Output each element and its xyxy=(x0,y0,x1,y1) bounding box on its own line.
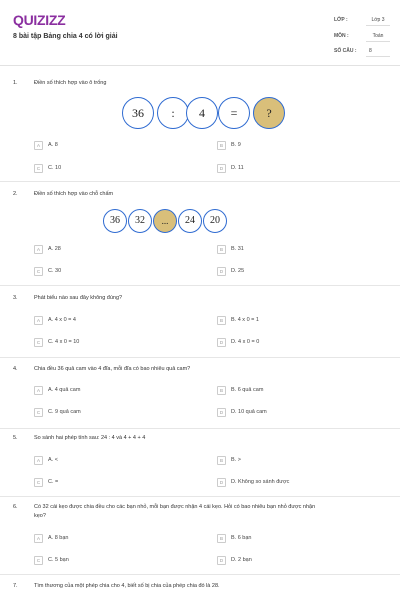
option-letter-box: A xyxy=(34,456,43,465)
circle-number: 32 xyxy=(128,209,152,233)
circle-unknown: ... xyxy=(153,209,177,233)
question-text: Điền số thích hợp vào ô trống xyxy=(34,80,107,86)
option-letter-box: D xyxy=(217,408,226,417)
question-number: 5. xyxy=(13,435,18,441)
option-text: A. < xyxy=(48,457,58,463)
option-text: D. 2 bạn xyxy=(231,557,252,563)
question-text: Tìm thương của một phép chia cho 4, biết số bị chia của phép chia đó là 28. xyxy=(34,583,220,589)
option-text: D. 11 xyxy=(231,165,244,171)
option-text: A. 4 x 0 = 4 xyxy=(48,317,76,323)
option-text: D. 25 xyxy=(231,268,245,274)
option-letter-box: C xyxy=(34,478,43,487)
question-text: So sánh hai phép tính sau: 24 : 4 và 4 + 4 + 4 xyxy=(34,435,146,441)
option-letter-box: A xyxy=(34,534,43,543)
circle-number: 4 xyxy=(186,97,218,129)
option-text: A. 8 xyxy=(48,142,58,148)
option-letter-box: D xyxy=(217,267,226,276)
option-letter-box: C xyxy=(34,408,43,417)
circle-number: 24 xyxy=(178,209,202,233)
option-text: B. 31 xyxy=(231,246,244,252)
question-count-value: 8 xyxy=(366,48,390,57)
question-divider xyxy=(0,357,400,358)
option-text: B. 6 bạn xyxy=(231,535,252,541)
circle-unknown: ? xyxy=(253,97,285,129)
option-letter-box: B xyxy=(217,141,226,150)
question-count-label: SỐ CÂU : xyxy=(334,48,357,54)
option-letter-box: C xyxy=(34,556,43,565)
worksheet-header xyxy=(0,0,400,66)
option-letter-box: B xyxy=(217,316,226,325)
question-text: Phát biểu nào sau đây không đúng? xyxy=(34,295,123,301)
option-letter-box: B xyxy=(217,386,226,395)
option-text: C. 10 xyxy=(48,165,62,171)
question-divider xyxy=(0,285,400,286)
option-text: B. 9 xyxy=(231,142,241,148)
option-letter-box: A xyxy=(34,141,43,150)
option-letter-box: A xyxy=(34,386,43,395)
option-letter-box: D xyxy=(217,164,226,173)
option-text: D. 4 x 0 = 0 xyxy=(231,339,260,345)
option-text: B. 4 x 0 = 1 xyxy=(231,317,259,323)
grade-label: LỚP : xyxy=(334,17,348,23)
circle-number: 36 xyxy=(122,97,154,129)
question-text-line-1: Có 32 cái kẹo được chia đều cho các bạn nhỏ, mỗi bạn được nhận 4 cái kẹo. Hỏi có bao nhiêu bạn nhỏ được nhận xyxy=(34,504,316,510)
quizizz-logo: QUIZIZZ xyxy=(13,12,66,28)
question-divider xyxy=(0,574,400,575)
option-text: C. 5 bạn xyxy=(48,557,69,563)
option-letter-box: C xyxy=(34,164,43,173)
circle-number: 20 xyxy=(203,209,227,233)
option-letter-box: D xyxy=(217,338,226,347)
option-letter-box: D xyxy=(217,478,226,487)
question-text: Điền số thích hợp vào chỗ chấm xyxy=(34,191,114,197)
option-text: B. 6 quả cam xyxy=(231,387,264,393)
circle-operator: : xyxy=(157,97,189,129)
option-text: C. = xyxy=(48,479,59,485)
circle-operator: = xyxy=(218,97,250,129)
question-number: 1. xyxy=(13,80,18,86)
circle-number: 36 xyxy=(103,209,127,233)
subject-value: Toán xyxy=(366,33,390,42)
question-number: 4. xyxy=(13,366,18,372)
option-text: C. 30 xyxy=(48,268,62,274)
option-letter-box: B xyxy=(217,456,226,465)
option-letter-box: D xyxy=(217,556,226,565)
option-letter-box: B xyxy=(217,534,226,543)
option-text: A. 4 quả cam xyxy=(48,387,81,393)
question-number: 6. xyxy=(13,504,18,510)
option-text: D. 10 quả cam xyxy=(231,409,267,415)
option-letter-box: A xyxy=(34,316,43,325)
option-text: C. 9 quả cam xyxy=(48,409,81,415)
question-divider xyxy=(0,181,400,182)
option-letter-box: C xyxy=(34,267,43,276)
option-letter-box: C xyxy=(34,338,43,347)
question-divider xyxy=(0,428,400,429)
question-number: 2. xyxy=(13,191,18,197)
question-text: Chia đều 36 quả cam vào 4 đĩa, mỗi đĩa có bao nhiêu quả cam? xyxy=(34,366,191,372)
subject-label: MÔN : xyxy=(334,33,349,39)
option-text: A. 8 bạn xyxy=(48,535,69,541)
option-letter-box: B xyxy=(217,245,226,254)
question-number: 3. xyxy=(13,295,18,301)
option-text: A. 28 xyxy=(48,246,61,252)
question-number: 7. xyxy=(13,583,18,589)
option-text: B. > xyxy=(231,457,241,463)
option-letter-box: A xyxy=(34,245,43,254)
question-divider xyxy=(0,496,400,497)
option-text: C. 4 x 0 = 10 xyxy=(48,339,80,345)
worksheet-title: 8 bài tập Bảng chia 4 có lời giải xyxy=(13,33,118,40)
question-text-line-2: kẹo? xyxy=(34,513,46,519)
option-text: D. Không so sánh được xyxy=(231,479,290,485)
grade-value: Lớp 3 xyxy=(366,17,390,26)
